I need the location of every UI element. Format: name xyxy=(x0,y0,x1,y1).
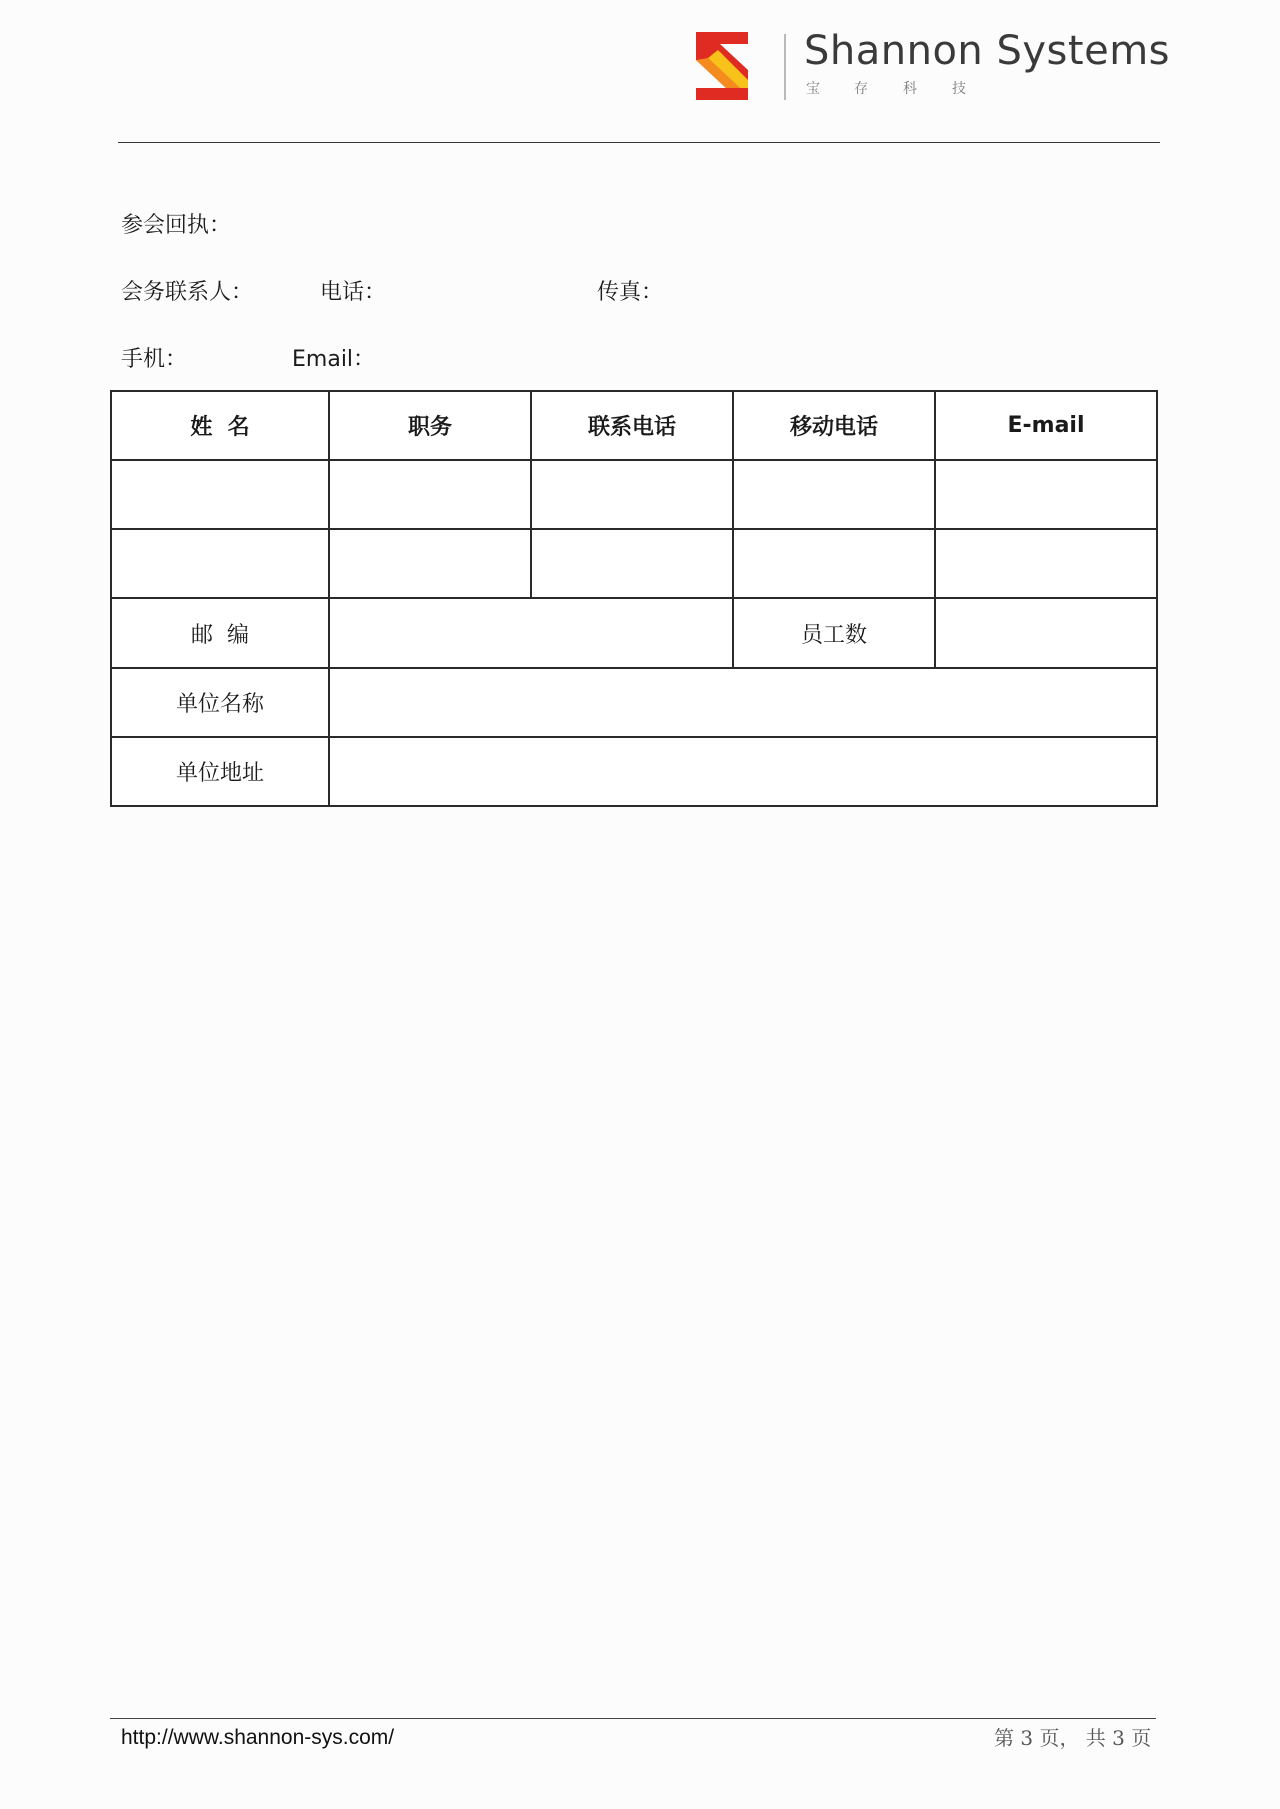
contact-label: 会务联系人： xyxy=(121,280,254,305)
zip-cell[interactable] xyxy=(329,598,733,667)
zip-label: 邮 编 xyxy=(111,598,329,667)
header-email: E-mail xyxy=(935,391,1157,460)
company-name-cell[interactable] xyxy=(329,668,1157,737)
registration-table xyxy=(110,390,1158,807)
employees-cell[interactable] xyxy=(935,598,1157,667)
zip-employees-row xyxy=(111,598,1157,667)
header-rule xyxy=(118,142,1160,143)
company-address-label: 单位地址 xyxy=(111,737,329,806)
brand-sub-char: 存 xyxy=(854,81,868,97)
brand-sub-char: 宝 xyxy=(806,81,820,97)
brand-sub-char: 技 xyxy=(952,81,966,97)
footer-rule xyxy=(110,1718,1156,1719)
email-label: Email： xyxy=(292,347,376,372)
email-cell[interactable] xyxy=(935,460,1157,529)
email-cell[interactable] xyxy=(935,529,1157,598)
mobile-label: 手机： xyxy=(121,347,188,372)
mobile-phone-cell[interactable] xyxy=(733,460,935,529)
brand-sub-char: 科 xyxy=(903,81,917,97)
header-contact-phone: 联系电话 xyxy=(531,391,733,460)
fax-label: 传真： xyxy=(597,280,664,305)
company-address-row xyxy=(111,737,1157,806)
phone-label: 电话： xyxy=(320,280,387,305)
employees-label: 员工数 xyxy=(733,598,935,667)
header-name: 姓 名 xyxy=(111,391,329,460)
table-header-row xyxy=(111,391,1157,460)
table-row xyxy=(111,460,1157,529)
position-cell[interactable] xyxy=(329,529,531,598)
brand-subtitle xyxy=(806,78,976,98)
shannon-logo-icon xyxy=(690,30,766,102)
logo-divider xyxy=(784,34,786,100)
mobile-phone-cell[interactable] xyxy=(733,529,935,598)
company-name-label: 单位名称 xyxy=(111,668,329,737)
name-cell[interactable] xyxy=(111,529,329,598)
contact-phone-cell[interactable] xyxy=(531,460,733,529)
name-cell[interactable] xyxy=(111,460,329,529)
table-row xyxy=(111,529,1157,598)
receipt-label: 参会回执： xyxy=(121,213,232,238)
brand-name: Shannon Systems xyxy=(804,28,1170,74)
page-header xyxy=(0,0,1280,145)
header-mobile-phone: 移动电话 xyxy=(733,391,935,460)
contact-phone-cell[interactable] xyxy=(531,529,733,598)
company-address-cell[interactable] xyxy=(329,737,1157,806)
position-cell[interactable] xyxy=(329,460,531,529)
company-name-row xyxy=(111,668,1157,737)
header-position: 职务 xyxy=(329,391,531,460)
footer-url[interactable]: http://www.shannon-sys.com/ xyxy=(121,1726,395,1749)
page-number: 第 3 页， 共 3 页 xyxy=(994,1726,1152,1750)
